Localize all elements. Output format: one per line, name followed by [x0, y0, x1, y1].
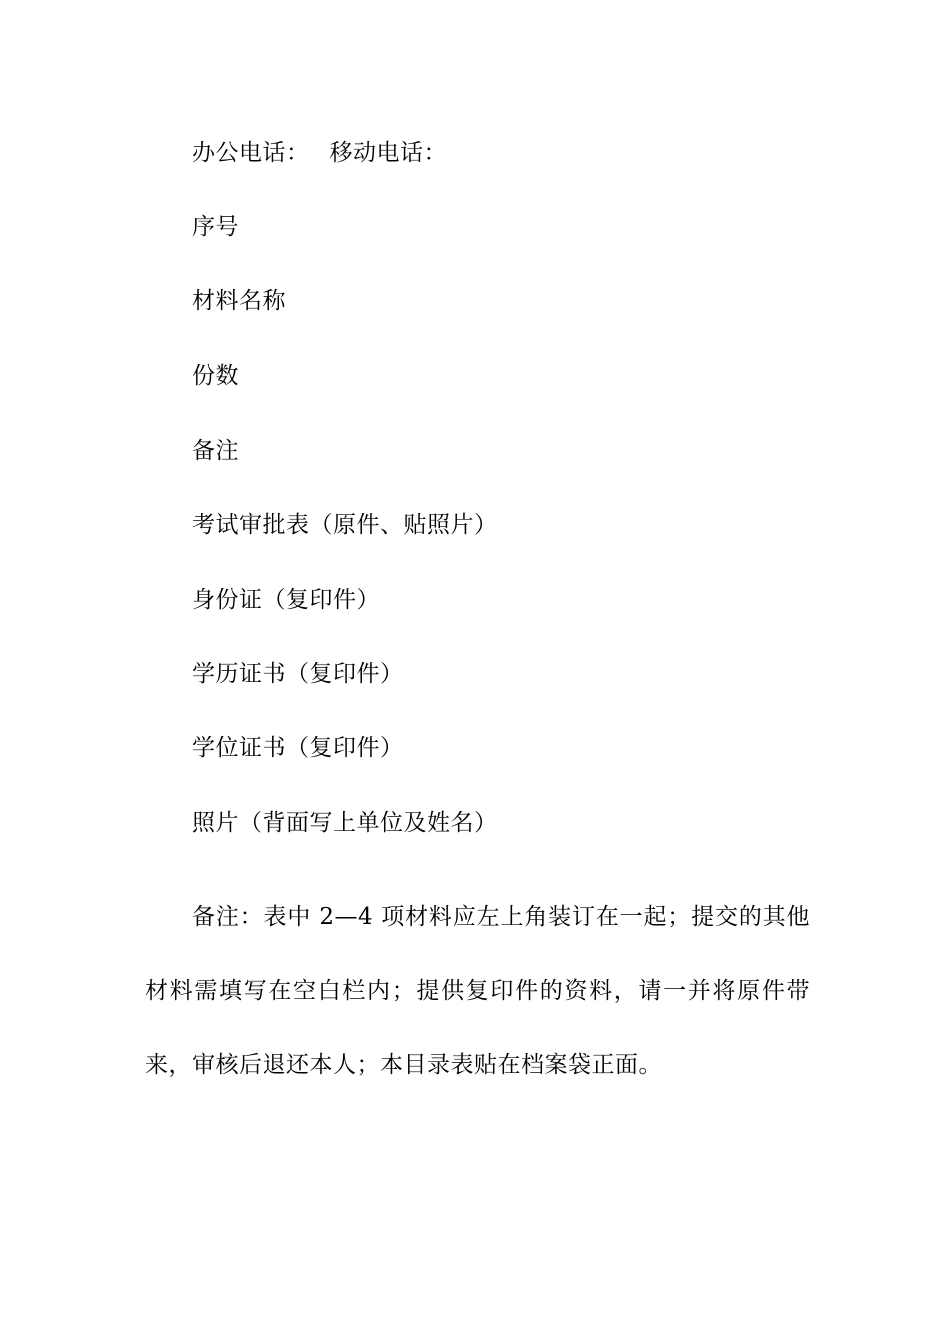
header-index: 序号 [192, 214, 239, 240]
header-copies: 份数 [192, 363, 239, 389]
header-remarks: 备注 [192, 438, 239, 464]
header-material-name: 材料名称 [192, 288, 286, 314]
contact-line [192, 138, 447, 168]
office-phone-label: 办公电话： [192, 140, 310, 166]
mobile-phone-label: 移动电话： [329, 140, 447, 166]
note-paragraph: 备注：表中 2—4 项材料应左上角装订在一起；提交的其他材料需填写在空白栏内；提供复印件的资料，请一并将原件带来，审核后退还本人；本目录表贴在档案袋正面。 [145, 904, 810, 1078]
material-item-diploma: 学历证书（复印件） [192, 661, 404, 687]
material-item-id-card: 身份证（复印件） [192, 587, 380, 613]
material-item-approval-form: 考试审批表（原件、贴照片） [192, 512, 498, 538]
material-item-photo: 照片（背面写上单位及姓名） [192, 810, 498, 836]
material-item-degree-certificate: 学位证书（复印件） [192, 735, 404, 761]
